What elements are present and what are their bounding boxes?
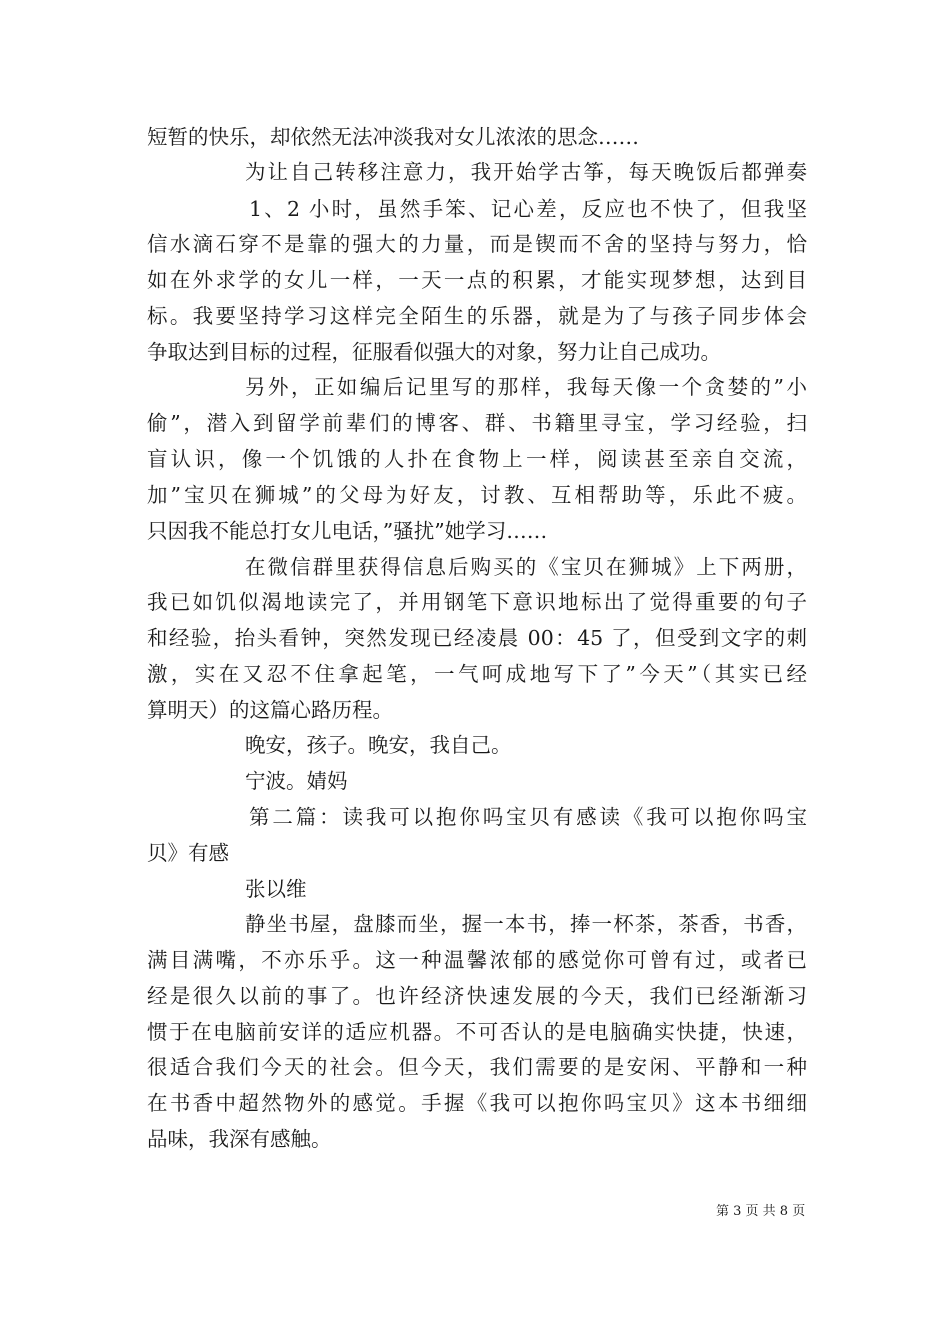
page-number-footer: 第 3 页 共 8 页 bbox=[716, 1204, 806, 1219]
paragraph-start: 在微信群里获得信息后购买的《宝贝在狮城》上下两册， bbox=[245, 555, 807, 579]
text-line: 短暂的快乐，却依然无法冲淡我对女儿浓浓的思念…… bbox=[147, 125, 639, 149]
author-name: 张以维 bbox=[245, 877, 307, 901]
section-heading: 第二篇：读我可以抱你吗宝贝有感读《我可以抱你吗宝 bbox=[249, 805, 807, 829]
paragraph-start: 为让自己转移注意力，我开始学古筝，每天晚饭后都弹奏 bbox=[245, 160, 807, 184]
text-line: 惯于在电脑前安详的适应机器。不可否认的是电脑确实快捷，快速， bbox=[147, 1020, 807, 1044]
text-line: 和经验，抬头看钟，突然发现已经凌晨 00：45 了，但受到文字的刺 bbox=[147, 626, 807, 650]
text-line: 很适合我们今天的社会。但今天，我们需要的是安闲、平静和一种 bbox=[147, 1055, 807, 1079]
text-line: 如在外求学的女儿一样，一天一点的积累，才能实现梦想，达到目 bbox=[147, 268, 807, 292]
text-line: 只因我不能总打女儿电话，”骚扰”她学习…… bbox=[147, 519, 548, 543]
text-line: 在书香中超然物外的感觉。手握《我可以抱你吗宝贝》这本书细细 bbox=[147, 1091, 807, 1115]
text-line: 激，实在又忍不住拿起笔，一气呵成地写下了”今天”（其实已经 bbox=[147, 662, 807, 686]
text-line: 盲认识，像一个饥饿的人扑在食物上一样，阅读甚至亲自交流， bbox=[147, 447, 807, 471]
text-line: 1、2 小时，虽然手笨、记心差，反应也不快了，但我坚 bbox=[249, 197, 807, 221]
paragraph-start: 静坐书屋，盘膝而坐，握一本书，捧一杯茶，茶香，书香， bbox=[245, 912, 807, 936]
closing-line: 晚安，孩子。晚安，我自己。 bbox=[245, 733, 512, 757]
paragraph-start: 另外，正如编后记里写的那样，我每天像一个贪婪的”小 bbox=[245, 375, 807, 399]
text-line: 标。我要坚持学习这样完全陌生的乐器，就是为了与孩子同步体会 bbox=[147, 304, 807, 328]
text-line: 偷”，潜入到留学前辈们的博客、群、书籍里寻宝，学习经验，扫 bbox=[147, 411, 807, 435]
text-line: 经是很久以前的事了。也许经济快速发展的今天，我们已经渐渐习 bbox=[147, 984, 807, 1008]
signature-line: 宁波。婧妈 bbox=[245, 769, 348, 793]
text-line: 争取达到目标的过程，征服看似强大的对象，努力让自己成功。 bbox=[147, 340, 721, 364]
text-line: 加”宝贝在狮城”的父母为好友，讨教、互相帮助等，乐此不疲。 bbox=[147, 483, 807, 507]
text-line: 算明天）的这篇心路历程。 bbox=[147, 698, 393, 722]
text-line: 信水滴石穿不是靠的强大的力量，而是锲而不舍的坚持与努力，恰 bbox=[147, 232, 807, 256]
section-heading-continued: 贝》有感 bbox=[147, 841, 229, 865]
text-line: 我已如饥似渴地读完了，并用钢笔下意识地标出了觉得重要的句子 bbox=[147, 590, 807, 614]
text-line: 品味，我深有感触。 bbox=[147, 1127, 332, 1151]
text-line: 满目满嘴，不亦乐乎。这一种温馨浓郁的感觉你可曾有过，或者已 bbox=[147, 948, 807, 972]
